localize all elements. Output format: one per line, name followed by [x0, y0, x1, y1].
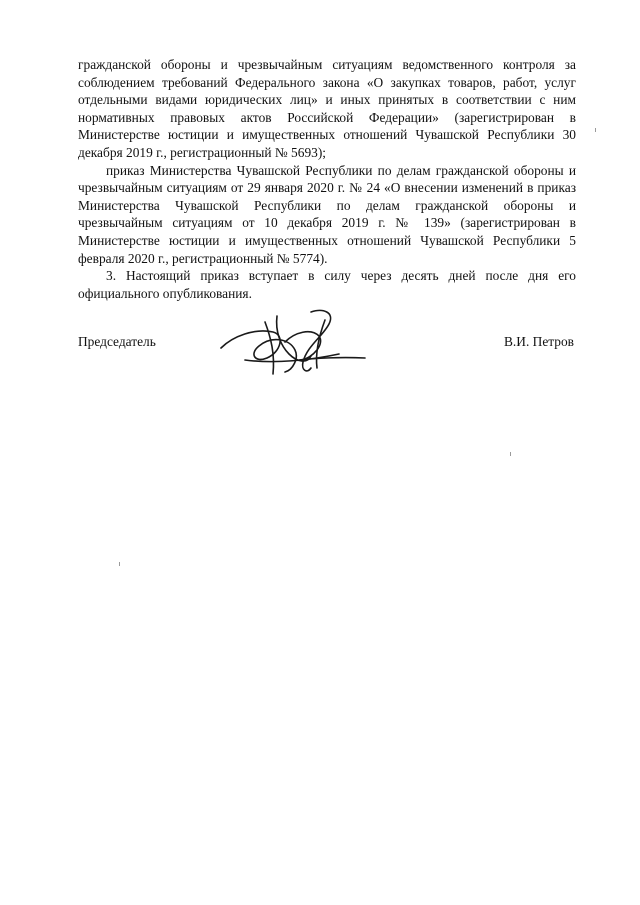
signer-name: В.И. Петров — [504, 334, 574, 349]
paragraph-continuation: гражданской обороны и чрезвычайным ситуациям ведомственного контроля за соблюдением требований Федерального закона «О закупках товаров, работ, услуг отдельными видами юридических лиц» и иных принятых в соответствии с ним нормативных правовых актов Российской Федерации» (зарегистрирован в Министерстве юстиции и имущественных отношений Чувашской Республики 30 декабря 2019 г., регистрационный № 5693); — [78, 57, 576, 160]
document-body — [78, 56, 576, 302]
handwritten-signature — [215, 302, 375, 382]
scan-speck — [119, 562, 120, 566]
signer-title: Председатель — [78, 334, 156, 349]
scan-speck — [595, 128, 596, 132]
paragraph-order-reference: приказ Министерства Чувашской Республики по делам гражданской обороны и чрезвычайным ситуациям от 29 января 2020 г. № 24 «О внесении изменений в приказ Министерства Чувашской Республики по делам гражданской обороны и чрезвычайным ситуациям от 10 декабря 2019 г. № 139» (зарегистрирован в Министерстве юстиции и имущественных отношений Чувашской Республики 5 февраля 2020 г., регистрационный № 5774). — [78, 162, 576, 266]
paragraph-effective-date: 3. Настоящий приказ вступает в силу через десять дней после дня его официального опубликования. — [78, 268, 576, 301]
scan-speck — [510, 452, 511, 456]
